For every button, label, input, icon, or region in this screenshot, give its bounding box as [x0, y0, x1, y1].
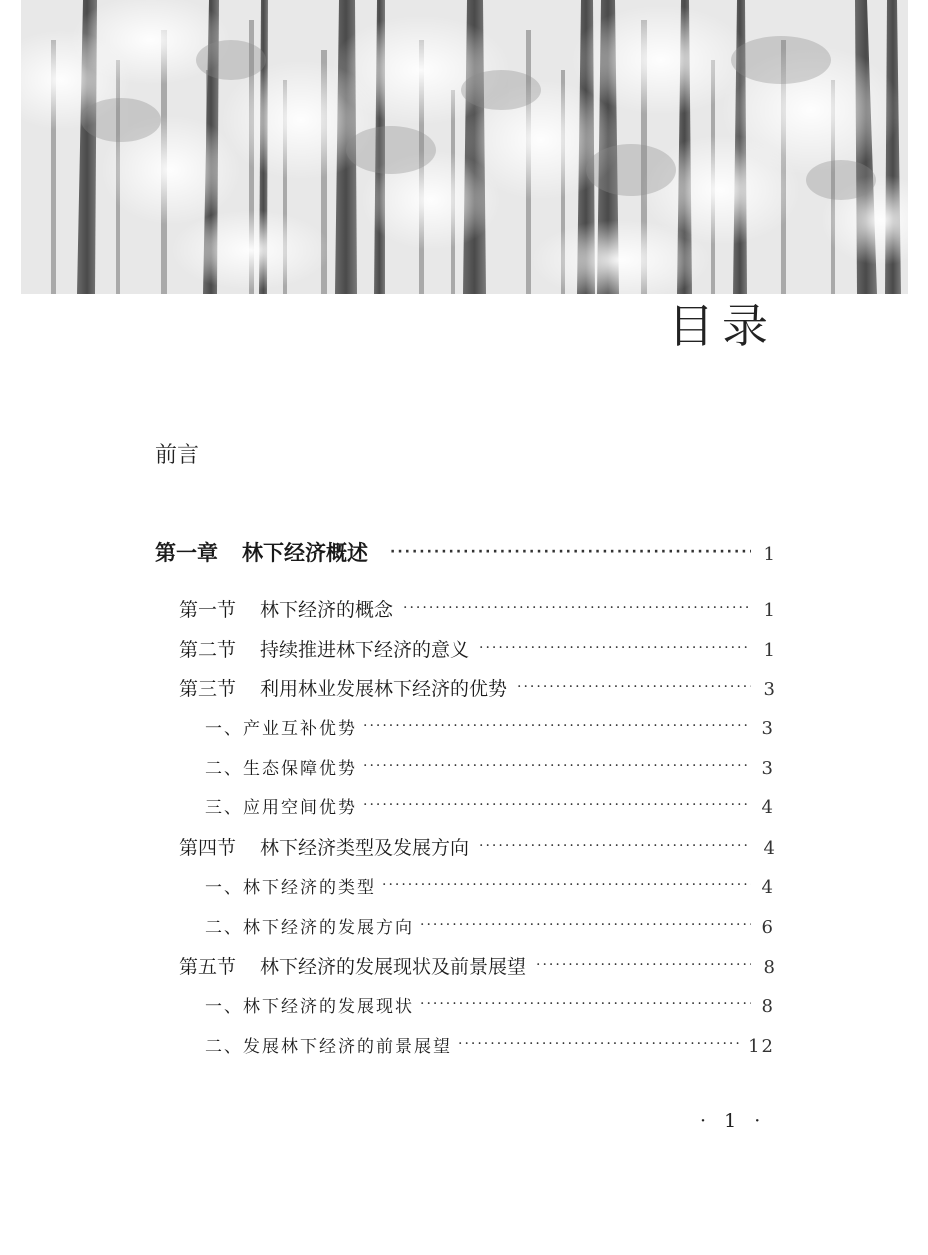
page-number: · 1 · [700, 1110, 767, 1132]
toc-entry-title: 一、林下经济的发展现状 [205, 996, 414, 1017]
forest-illustration [21, 0, 908, 294]
toc-entry-page: 1 [763, 639, 775, 661]
toc-entry-section[interactable] [155, 952, 775, 992]
table-of-contents [155, 537, 775, 1071]
toc-entry-item[interactable] [155, 1032, 775, 1072]
toc-entry-label [205, 1032, 458, 1057]
toc-entry-number: 第五节 [179, 956, 237, 979]
toc-dot-leader [536, 957, 751, 973]
toc-entry-title: 林下经济概述 [242, 541, 368, 565]
toc-entry-page: 8 [761, 995, 775, 1017]
toc-dot-leader [363, 758, 751, 774]
toc-entry-page: 3 [761, 718, 775, 740]
toc-entry-item[interactable] [155, 992, 775, 1032]
toc-entry-title: 持续推进林下经济的意义 [260, 638, 470, 661]
toc-entry-section[interactable] [155, 595, 775, 635]
toc-dot-leader [363, 797, 751, 813]
toc-entry-number: 第一节 [179, 599, 237, 621]
toc-entry-page: 3 [761, 757, 775, 779]
toc-title: 目录 [668, 299, 776, 353]
toc-dot-leader [458, 1036, 740, 1052]
toc-entry-item[interactable] [155, 913, 775, 953]
toc-dot-leader [479, 640, 751, 656]
toc-entry-item[interactable] [155, 873, 775, 913]
toc-dot-leader [363, 718, 751, 734]
toc-entry-chapter[interactable] [155, 537, 775, 595]
toc-entry-label [179, 674, 517, 701]
toc-entry-item[interactable] [155, 754, 775, 794]
toc-entry-label [155, 537, 390, 567]
toc-entry-item[interactable] [155, 714, 775, 754]
toc-dot-leader [382, 877, 751, 893]
toc-entry-title: 林下经济的发展现状及前景展望 [260, 956, 527, 979]
toc-entry-item[interactable] [155, 793, 775, 833]
toc-dot-leader [420, 917, 751, 933]
toc-entry-page: 4 [763, 838, 775, 860]
toc-entry-title: 二、发展林下经济的前景展望 [205, 1036, 452, 1057]
toc-entry-title: 一、林下经济的类型 [205, 877, 376, 898]
toc-entry-title: 二、林下经济的发展方向 [205, 917, 414, 938]
toc-entry-page: 1 [763, 544, 775, 565]
toc-entry-title: 一、产业互补优势 [205, 719, 357, 740]
toc-entry-label [205, 714, 363, 739]
toc-entry-label [179, 635, 479, 662]
toc-entry-page: 6 [761, 916, 775, 938]
toc-entry-section[interactable] [155, 674, 775, 714]
toc-entry-label [205, 873, 382, 898]
toc-entry-title: 林下经济的概念 [260, 599, 394, 621]
toc-entry-number: 第三节 [179, 678, 237, 701]
toc-entry-label [205, 992, 420, 1017]
toc-entry-page: 4 [761, 797, 775, 819]
toc-entry-page: 4 [761, 876, 775, 898]
toc-dot-leader [390, 544, 751, 560]
toc-entry-title: 利用林业发展林下经济的优势 [260, 678, 508, 701]
toc-entry-label [179, 952, 536, 979]
toc-entry-label [205, 754, 363, 779]
toc-entry-label [179, 833, 479, 860]
preface-entry[interactable]: 前言 [155, 443, 200, 468]
toc-entry-number: 第二节 [179, 638, 237, 661]
toc-entry-number: 第一章 [155, 541, 218, 565]
toc-entry-title: 林下经济类型及发展方向 [260, 837, 470, 860]
toc-dot-leader [403, 600, 751, 616]
toc-entry-page: 1 [763, 600, 775, 621]
toc-dot-leader [420, 996, 751, 1012]
forest-banner-image [21, 0, 908, 294]
toc-entry-page: 8 [763, 957, 775, 979]
toc-entry-page: 3 [763, 679, 775, 701]
toc-entry-label [205, 913, 420, 938]
toc-dot-leader [517, 679, 751, 695]
toc-entry-title: 三、应用空间优势 [205, 798, 357, 819]
toc-entry-section[interactable] [155, 635, 775, 675]
toc-entry-label [179, 595, 403, 622]
toc-entry-section[interactable] [155, 833, 775, 873]
toc-entry-label [205, 793, 363, 818]
toc-dot-leader [479, 838, 751, 854]
toc-entry-page: 12 [748, 1035, 775, 1057]
toc-entry-title: 二、生态保障优势 [205, 758, 357, 779]
toc-entry-number: 第四节 [179, 837, 237, 860]
